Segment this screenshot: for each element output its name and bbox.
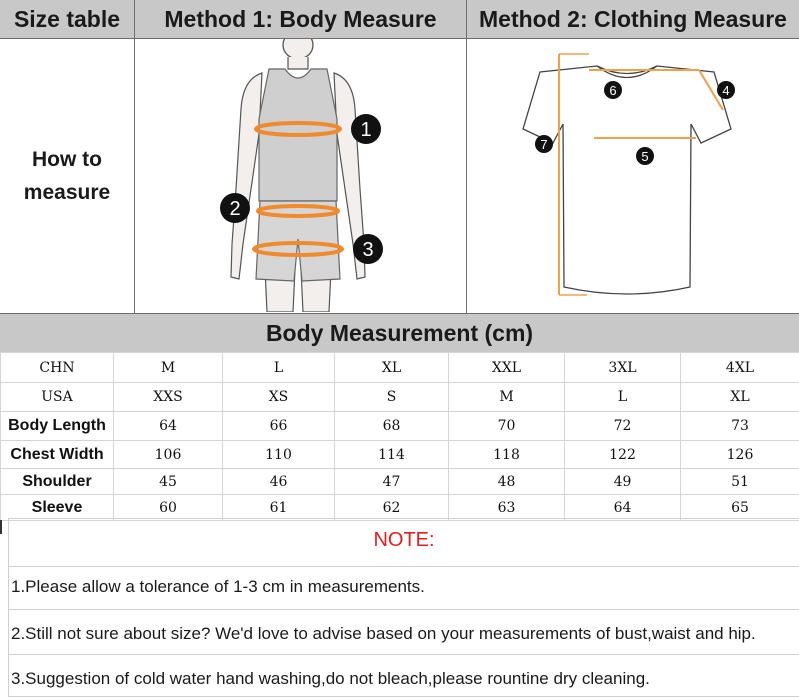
size-cell: XS (223, 383, 335, 412)
note-item-3 (8, 654, 799, 697)
marker-2-label: 2 (229, 198, 241, 220)
size-cell: 118 (449, 441, 565, 469)
size-cell: 4XL (681, 353, 799, 383)
note-title-box (8, 518, 799, 567)
size-cell: 64 (565, 495, 681, 521)
size-cell: 66 (223, 412, 335, 441)
size-cell: XXL (449, 353, 565, 383)
size-row (1, 495, 799, 521)
size-cell: 3XL (565, 353, 681, 383)
size-cell: S (335, 383, 449, 412)
size-cell: 72 (565, 412, 681, 441)
marker-7-label: 7 (540, 137, 548, 152)
size-row (1, 412, 799, 441)
row-label: Sleeve (1, 495, 114, 521)
size-cell: 114 (335, 441, 449, 469)
size-cell: 64 (114, 412, 223, 441)
clothing-measure-illustration (467, 39, 799, 312)
size-cell: XXS (114, 383, 223, 412)
size-cell: 49 (565, 469, 681, 495)
size-cell: 110 (223, 441, 335, 469)
size-row (1, 353, 799, 383)
size-cell: 45 (114, 469, 223, 495)
row-label: Chest Width (1, 441, 114, 469)
method1-header: Method 1: Body Measure (135, 0, 466, 39)
size-cell: 63 (449, 495, 565, 521)
body-measurement-title: Body Measurement (cm) (0, 313, 799, 352)
size-table-header: Size table (0, 0, 134, 39)
how-to-line-1: How to (32, 148, 102, 171)
size-cell: 106 (114, 441, 223, 469)
size-cell: 62 (335, 495, 449, 521)
note-item-2 (8, 609, 799, 655)
size-cell: 47 (335, 469, 449, 495)
size-cell: XL (335, 353, 449, 383)
how-to-measure-label (0, 39, 134, 313)
size-row (1, 383, 799, 412)
body-measure-illustration (135, 39, 466, 312)
size-row (1, 469, 799, 495)
size-cell: XL (681, 383, 799, 412)
size-cell: 126 (681, 441, 799, 469)
size-cell: 60 (114, 495, 223, 521)
marker-5-label: 5 (641, 149, 649, 164)
row-label: Shoulder (1, 469, 114, 495)
size-cell: L (223, 353, 335, 383)
method2-header: Method 2: Clothing Measure (467, 0, 799, 39)
size-cell: 70 (449, 412, 565, 441)
size-cell: M (114, 353, 223, 383)
note-text-3: 3.Suggestion of cold water hand washing,do not bleach,please rountine dry cleaning. (11, 669, 650, 688)
marker-1-label: 1 (360, 119, 372, 141)
size-cell: M (449, 383, 565, 412)
cursor-tick (0, 520, 2, 534)
note-text-1: 1.Please allow a tolerance of 1-3 cm in measurements. (11, 577, 425, 596)
size-cell: 51 (681, 469, 799, 495)
marker-3-label: 3 (362, 239, 374, 261)
marker-6-label: 6 (609, 83, 617, 98)
marker-4-label: 4 (722, 83, 730, 98)
row-label: Body Length (1, 412, 114, 441)
size-row (1, 441, 799, 469)
size-cell: 46 (223, 469, 335, 495)
note-item-1 (8, 566, 799, 610)
row-label: USA (1, 383, 114, 412)
size-cell: 48 (449, 469, 565, 495)
size-cell: L (565, 383, 681, 412)
note-text-2: 2.Still not sure about size? We'd love to advise based on your measurements of bust,waist and hip. (11, 624, 756, 643)
size-table (0, 352, 799, 521)
size-cell: 68 (335, 412, 449, 441)
size-cell: 61 (223, 495, 335, 521)
row-label: CHN (1, 353, 114, 383)
size-cell: 122 (565, 441, 681, 469)
how-to-line-2: measure (23, 181, 111, 204)
size-cell: 65 (681, 495, 799, 521)
note-title: NOTE: (373, 529, 435, 551)
size-cell: 73 (681, 412, 799, 441)
